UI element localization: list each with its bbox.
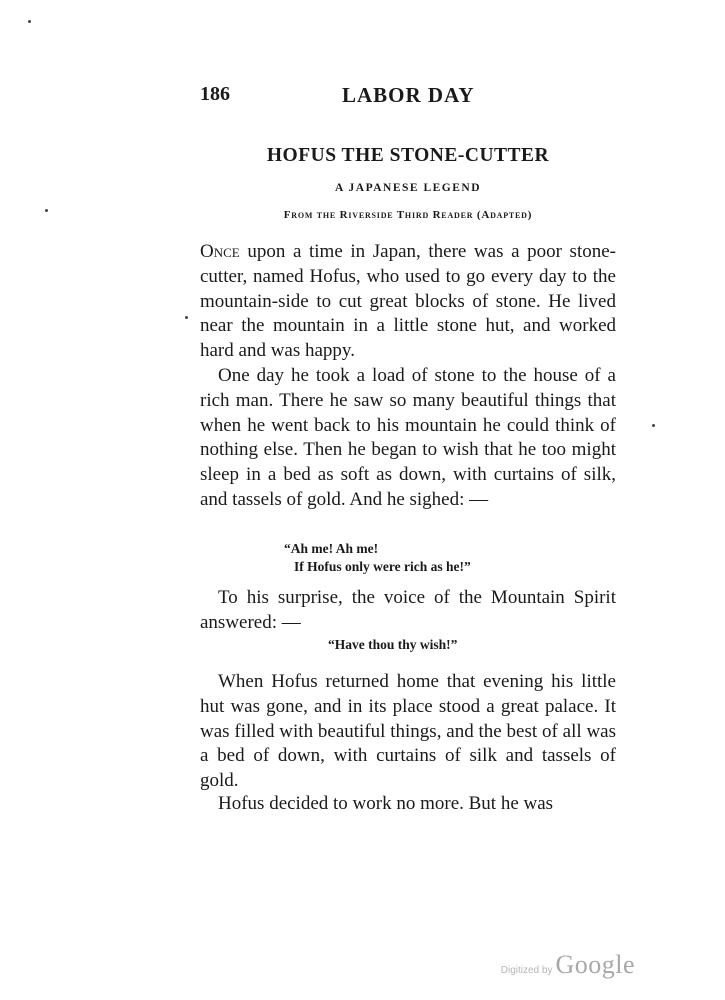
scan-speck — [185, 316, 188, 319]
verse-1 — [284, 540, 471, 576]
watermark-prefix: Digitized by — [500, 965, 553, 976]
paragraph-2-text: One day he took a load of stone to the house of a rich man. There he saw so many beautiful things that when he went back to his mountain he could think of nothing else. Then he began to wish that he too might sleep in a bed as soft as down, with curtains of silk, and tassels of gold. And he sighed: — — [200, 365, 616, 510]
paragraph-1-text: upon a time in Japan, there was a poor stone-cutter, named Hofus, who used to go every day to the mountain-side to cut great blocks of stone. He lived near the mountain in a little stone hut, and worked hard and was happy. — [200, 241, 616, 362]
verse-2: “Have thou thy wish!” — [328, 637, 458, 652]
story-subtitle: A JAPANESE LEGEND — [334, 182, 482, 194]
google-logo: Google — [555, 950, 635, 979]
paragraph-1 — [200, 240, 616, 364]
paragraph-4 — [200, 670, 616, 794]
verse-1-line-1: “Ah me! Ah me! — [284, 541, 379, 556]
drop-word: Once — [200, 241, 240, 262]
paragraph-5-text: Hofus decided to work no more. But he was — [218, 793, 554, 814]
page-number: 186 — [200, 83, 230, 105]
running-head — [200, 83, 620, 113]
scan-speck — [28, 20, 31, 23]
source-attribution: From the Riverside Third Reader (Adapted) — [283, 209, 533, 221]
story-title: HOFUS THE STONE-CUTTER — [266, 145, 550, 166]
paragraph-3 — [200, 586, 616, 636]
scan-speck — [652, 424, 655, 427]
paragraph-4-text: When Hofus returned home that evening his little hut was gone, and in its place stood a great palace. It was filled with beautiful things, and the best of all was a bed of down, with curtains of silk and tassels of gold. — [200, 671, 616, 792]
scan-speck — [45, 209, 48, 212]
verse-1-line-2: If Hofus only were rich as he!” — [294, 559, 471, 574]
paragraph-5 — [200, 792, 616, 817]
google-watermark — [501, 950, 635, 980]
running-title: LABOR DAY — [342, 83, 475, 107]
paragraph-2 — [200, 364, 616, 513]
paragraph-3-text: To his surprise, the voice of the Mountain Spirit answered: — — [200, 587, 616, 633]
